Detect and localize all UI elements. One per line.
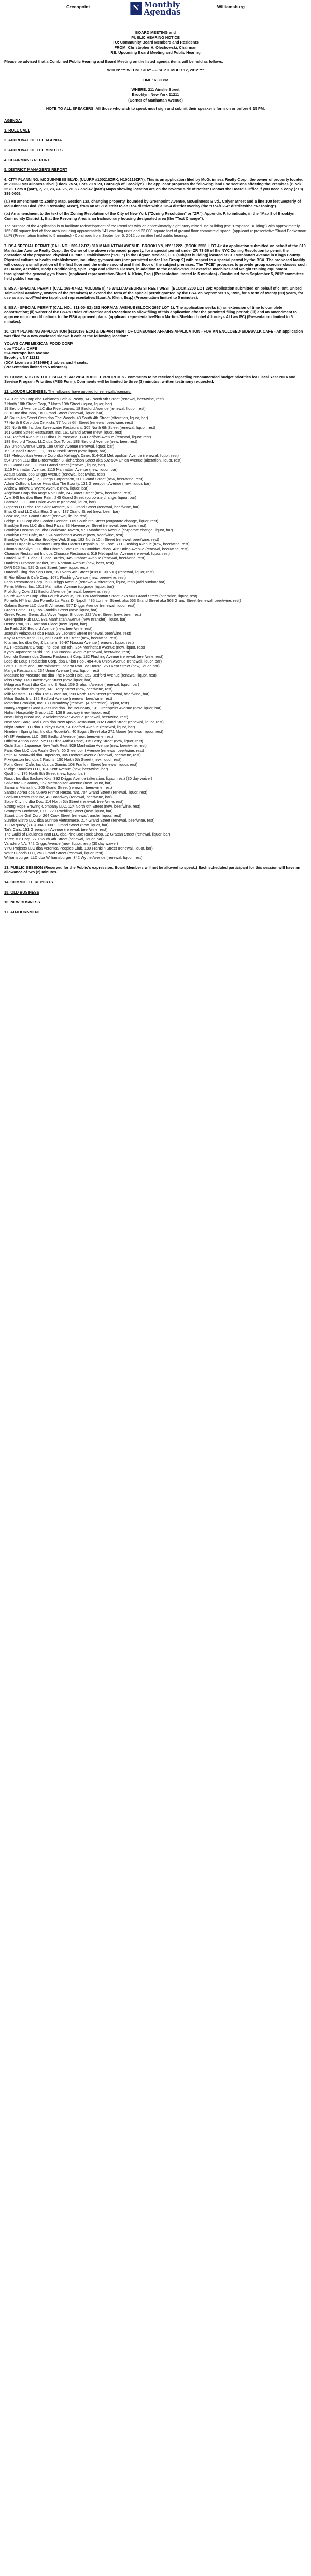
license-item: Kyoto Japanese Sushi, Inc, 161 Nassau Avenue (renewal, beer/wine, rest) xyxy=(4,650,131,655)
logo-mark-icon: N xyxy=(130,2,142,15)
license-item: Williamsburger LLC dba Williamsburger, 342 Wythe Avenue (renewal, liquor, rest) xyxy=(4,855,143,860)
license-item: 518 Metropolitan Avenue Corp dba Kellogg's Diner, 514-518 Metropolitan Avenue (renewal, liquor, rest) xyxy=(4,453,179,458)
license-item: Amelia Votes (4L) La Cinega Corporation, 200 Grand Street (new, beer/wine, rest) xyxy=(4,476,144,481)
license-item: Galana Suave LLC dba El Almacen, 557 Driggs Avenue (renewal, liquor, rest) xyxy=(4,602,136,608)
license-item: Nineteen Spring Inc, Inc dba Roberta's, 40 Bogart Street aka 271 Moore (renewal, liquor, rest) xyxy=(4,729,164,734)
document-page xyxy=(0,0,311,914)
license-item: DAR 525 Inc, 525 Grand Street (new, liquor, rest) xyxy=(4,565,88,570)
license-item: Pudge Knuckles LLC, 184 Kent Avenue (new, beer/wine, bar) xyxy=(4,766,108,771)
header-right-label: Williamsburg xyxy=(217,4,245,9)
speaker-note: NOTE TO ALL SPEAKERS: All those who wish to speak must sign and submit their speaker's form on or before 6:15 PM. xyxy=(46,106,265,111)
license-item: Frolicking Cow, 211 Bedford Avenue (renewal, beer/wine, rest) xyxy=(4,588,110,594)
license-item: Milagrosa Ricart dba Camino S Rust, 159 Graham Avenue (renewal, liquor, bar) xyxy=(4,682,139,687)
license-item: Barcade LLC, 388 Union Avenue (renewal, liquor, bar) xyxy=(4,500,96,505)
section-roll-call: 1. ROLL CALL xyxy=(4,128,30,133)
header-left-label: Greenpoint xyxy=(66,4,90,9)
license-item: Loop de Loup Production Corp, dba Union Pool, 484-486 Union Avenue (renewal, liquor, bar) xyxy=(4,659,162,664)
license-item: Jin Park, 210 Bedford Avenue (new, beer/wine, rest) xyxy=(4,626,93,631)
liquor-license-list xyxy=(4,397,307,860)
item6-paragraph-b: (b.) An amendment to the text of the Zoning Resolution of the City of New York ("Zoning Resolution" or "ZR"), Appendix F, to indicate, in the "Map 8 of Brooklyn Community District 1, that the Rezoning Area is an Inclusionary housing designated area (the "Text Change"). xyxy=(4,211,295,221)
item10-location xyxy=(4,341,307,369)
license-item: Rossi, Inc dba Sachaw Kiks, 392 Driggs Avenue (alteration, liquor, rest) (30 day waiver) xyxy=(4,775,152,781)
license-item: 105 North 6th Inc dba Sweetwater Restaurant, 105 North 6th Street (renewal, liquor, rest) xyxy=(4,425,156,430)
license-item: Santos Abreu dba Nuevo Primor Restaurant, 704 Grand Street (renewal, liquor, rest) xyxy=(4,789,148,795)
license-item: Andrew Tarlow, 2 Wythe Avenue (new, liquor, bar) xyxy=(4,485,89,491)
meeting-when: WHEN: *** WEDNESDAY ---- SEPTEMBER 12, 2012 *** xyxy=(107,68,204,73)
item13-paragraph: 13. PUBLIC SESSION (Reserved for the Public's expression. Board Members will not be allowed to speak.) Each scheduled participant for this session will have an allowance of two (2) minutes. xyxy=(4,865,300,875)
license-item: Kitamin, Inc dba Keg & Lantern, 95-97 Nassau Avenue (renewal, liquor, rest) xyxy=(4,640,134,645)
license-item: KCT Restaurant Group, Inc. dba Ten Ichi, 254 Manhattan Avenue (new, liquor, rest) xyxy=(4,644,145,650)
license-item: Night Rafter LLC dba Turkey's Nest, 94 Bedford Avenue (renewal, liquor, bar) xyxy=(4,724,135,729)
license-item: 46 South 4th Street Corp dba The Woods, 48 South 4th Street (alteration, liquor, bar) xyxy=(4,415,148,421)
license-item: Angelvan Corp dba Ange Noir Cafe, 247 Varet Street (new, beer/wine, rest) xyxy=(4,490,132,495)
item7-paragraph: 7. BSA SPECIAL PERMIT (CAL. NO.: 209-12-BZ) 810 MANHATTAN AVENUE, BROOKLYN, NY 11222. (BCOK 2558, LOT 4): An application submitted on behalf of the 810 Manhattan Avenue Realty Corp., the Owner of the above referenced property, for a special permit under ZR 73-36 of the NYC Zoning Resolution to permit the operation of the proposed Physical Culture Establishment ("PCE") in the Bignon Medical, LLC (subject building) located at 810 Manhattan Avenue in Kings County. Physical culture or health establishment, including gymnasiums (not permitted under Use Group 9) with respect to a special permit by the BSA. The proposed facility will occupy a small portion of the first floor and the entire second and third floor of the subject premises. The "PCE" proposes to provide group exercise classes such as Dance, Aerobics, Body Conditioning, Spin, Yoga and Pilates Classes, in addition to the cardiovascular exercise machines and weight training equipment throughout the general gym floors. (applicant representative/Stuart A. Klein, Esq.) (Presentation limited to 5 minutes) - Continued from September 5, 2012 committee held public hearing. xyxy=(4,243,307,281)
license-item: Bridge 109 Corp dba Gordon Bennett, 109 South 6th Street (corporate change, liquor, rest) xyxy=(4,519,159,524)
license-item: New Living Bread Inc, 2 Knickerbocker Avenue (renewal, beer/wine, rest) xyxy=(4,715,128,720)
license-item: Salvatore Finlantory, 152 Metropolitan Avenue (new, liquor, bar) xyxy=(4,780,112,785)
license-item: Sunrise Bistro LLC dba Sunrise Vietnamese, 214 Grand Street (renewal, beer/wine, rest) xyxy=(4,818,155,823)
license-item: Miss Pony, 149 Havemeyer Street (new, liquor, bar) xyxy=(4,678,92,683)
license-item: Walter Foods LLC, 253 Grand Street (renewal, liquor, rest) xyxy=(4,851,104,856)
section-adjournment: 17. ADJOURNMENT xyxy=(4,909,40,914)
notice-title: BOARD MEETING and xyxy=(135,30,176,35)
title-block xyxy=(4,30,307,55)
license-item: El Rio Bilbao & Café Corp, 1071 Flushing Avenue (new, beer/wine, rest) xyxy=(4,574,126,580)
license-item: 7 North 10th Street Corp, 7 North 10th Street (liquor, liquor, bar) xyxy=(4,401,112,407)
item9-paragraph: 9. BSA - SPECIAL PERMIT (CAL. NO.: 311-00-BZ) 282 NORMAN AVENUE (BLOCK 2667 LOT 1): The application seeks (i.) an extension of time to complete construction; (ii) waiver of the BSA's Rules of Practice and Procedure to allow filing of this application after the permitted filing period; (iii) and an amendment to approve minor modifications to the BSA approved plans. (applicant representative/Nora Martins/Sheldon Lobel Attorneys At Law PC) (Presentation limited to 5 minutes). xyxy=(4,305,297,324)
license-item: Strong Rope Brewing Company LLC, 124 North 6th Street (new, beer/wine, rest) xyxy=(4,804,140,809)
license-item: Measure for Measure Inc dba The Rabbit Hole, 352 Bedford Avenue (renewal, liquor, rest) xyxy=(4,673,157,678)
license-item: Booz Inc, 296 Grand Street (renewal, liquor, rest) xyxy=(4,514,88,519)
license-item: Greenpoint Pub LLC, 931 Manhattan Avenue (new (transfer), liquor, bar) xyxy=(4,616,127,622)
license-item: Brooklyn Dreams Inc. dba Boulevard Tavern, 579 Manhattan Avenue (corporate change, liquor, bar) xyxy=(4,528,173,533)
license-item: Darantifi Hing dba San Loco, 160 North 4th Street (#160C, #160C) (renewal, liquor, rest) xyxy=(4,570,154,575)
license-item: Bigness LLC dba The Saint Austere, 613 Grand Street (renewal, beer/wine, bar) xyxy=(4,505,140,510)
license-item: Mango Restaurant, 234 Union Avenue (new, liquor, rest) xyxy=(4,668,100,673)
section-old-business: 15. OLD BUSINESS xyxy=(4,889,39,895)
license-item: 198 Union Avenue Corp, 198 Union Avenue (renewal, liquor, bar) xyxy=(4,443,115,449)
item10-presentation: (Presentation limited to 5 minutes). xyxy=(4,365,68,370)
license-item: Oishi Sushi Japanese New York Rest, 929 Manhattan Avenue (new, beer/wine, rest) xyxy=(4,743,147,748)
license-item: The Guild of Liquidnes Inntt LLC dba Pine Box Rock Shop, 12 Grattan Street (renewal, liquor, bar) xyxy=(4,832,171,837)
license-item: Greek Frozen Gems dba Vivve Yogurt Shoppe, 222 Varet Street (new, beer, rest) xyxy=(4,612,142,617)
section-new-business: 16. NEW BUSINESS xyxy=(4,899,40,904)
notice-to: TO: Community Board Members and Residents xyxy=(112,40,199,45)
logo-line2: Agendas xyxy=(144,7,181,17)
license-item: Daniel's European Market, 152 Norman Avenue (new, beer, rest) xyxy=(4,560,114,566)
license-item: Quoll Inc, 176 North 9th Street (new, liquor, bar) xyxy=(4,771,86,776)
license-item: Spice City Inc dba Doc, 114 North 6th Street (renewal, beer/wine, rest) xyxy=(4,799,124,804)
license-item: Pixelgaston Inc. dba 2 Raichs, 150 North 5th Street (new, liquor, rest) xyxy=(4,757,122,762)
section-committee-reports: 14. COMMITTEE REPORTS xyxy=(4,880,53,885)
license-item: Point Green Café, Inc dba La Gamin, 108 Franklin Street (renewal, liquor, rest) xyxy=(4,761,138,767)
license-item: Kayuk Restaurant LLC, 221 South 1st Street (new, beer/wine, rest) xyxy=(4,635,118,640)
license-item: Cordell-Ruff LP dba El Loco Burrito, 345 Graham Avenue (renewal, beer/wine, rest) xyxy=(4,556,146,561)
meeting-details xyxy=(4,68,307,103)
logo-text xyxy=(144,1,180,16)
meeting-where-corner: (Corner of Manhattan Avenue) xyxy=(128,97,183,103)
license-item: Pelin N. Morawski dba Buperoos, 305 Bedford Avenue (renewal, beer/wine, rest) xyxy=(4,752,141,757)
license-item: T C M quasy (718) 384-1000 1 Grand Street (new, liquor, bar) xyxy=(4,823,109,828)
license-item: 174 Bedford Avenue LLC dba Churrascaria, 174 Bedford Avenue (renewal, liquor, rest) xyxy=(4,434,151,439)
license-item: Brooklyn Peel Café, Inc, 924 Manhattan Avenue (new, beer/wine, rest) xyxy=(4,533,123,538)
item10-detail: (DCA License # 1419694) 2 tables and 4 seats. xyxy=(4,360,88,365)
license-item: Chomp Brooklyn, LLC dba Chomp Cafe Pre La Comidas Pinos, 436 Union Avenue (renewal, beer/wine, rest) xyxy=(4,546,189,552)
license-item: Strangers Forthcare, LLC, 229 Roebling Street (new, liquor, bar) xyxy=(4,809,113,814)
license-item: Fornello NY Inc. dba Fornello La Pizza Di Napoli, 485 Lorimer Street, aka 563 Grand Street aka 563 Grand Street (renewal, beer/wine, rest) xyxy=(4,598,241,603)
logo xyxy=(130,1,180,16)
page-header xyxy=(4,0,307,28)
license-item: Chausse Restaurant Inc dba Chausse Restaurant, 519 Metropolitan Avenue (renewal, liquor, rest) xyxy=(4,551,170,556)
item12-title xyxy=(4,389,307,394)
license-item: Varadero NA, 742 Driggs Avenue (new, liquor, rest) (30 day waiver) xyxy=(4,841,118,846)
license-item: VPC Projects LLC dba Veronica Peoples Club, 180 Franklin Street (renewal, liquor, bar) xyxy=(4,846,153,851)
item10-dba: dba YOLA's CAFE xyxy=(4,346,37,351)
license-item: Samurai Mama Inc, 205 Grand Street (renewal, beer/wine, rest) xyxy=(4,785,112,790)
license-item: 1 & 3 on 5th Corp dba Fabianes Cafe & Pastry, 142 North 5th Street (renewal, beer/wine, rest) xyxy=(4,397,164,402)
license-item: Brooklyn Bees LLC dba Best Pizza, 33 Havemeyer Street (renewal, beer/wine, rest) xyxy=(4,523,146,528)
agenda-heading: AGENDA: xyxy=(4,118,22,123)
item10-paragraph: 10. CITY PLANNING APPLICATION (N120186 ECK) & DEPARTMENT OF CONSUMER AFFAIRS APPLICATION - FOR AN ENCLOSED SIDEWALK CAFE - An application was filed for a new enclosed sidewalk cafe at the following location: xyxy=(4,328,303,339)
license-item: Three MY Corp, 270 South 4th Street (renewal, liquor, bar) xyxy=(4,837,104,842)
meeting-where-city: Brooklyn, New York 11211 xyxy=(132,92,179,97)
license-item: Stuart Little Grill Corp, 264 Cook Street (renewal/transfer, liquor, rest) xyxy=(4,813,121,818)
license-item: Leonida Gomez dba Gomez Restaurant Corp, 182 Flushing Avenue (renewal, beer/wine, rest) xyxy=(4,654,164,659)
license-item: 603 Grand Bar LLC, 603 Grand Street (renewal, liquor, bar) xyxy=(4,462,105,467)
license-item: Acqua Santa, 556 Driggs Avenue (renewal, beer/wine, rest) xyxy=(4,471,105,477)
item6-paragraph-a: (a.) An amendment to Zoning Map, Section 13a, changing property, bounded by Greenpoint Avenue, McGuinness Blvd., Calyer Street and a line 100 feet westerly of McGuinness Blvd. (the "Rezoning Area"), from an M1-1 district to an R7A district with a C2-4 district overlay (the "R7A/C2-4" districts/the "Rezoning"). xyxy=(4,199,301,209)
meeting-time: TIME: 6:30 PM xyxy=(142,77,169,82)
license-item: Officina Antica Pane, NY LLC dba Antica Pane, 115 Berry Street (new, liquor, rest) xyxy=(4,738,143,743)
license-item: 161 Grand Street Restaurant, Inc, 161 Grand Street (new, liquor, rest) xyxy=(4,429,122,435)
item10-name: YOLA'S CAFE MEXICAN FOOD CORP. xyxy=(4,341,74,347)
notice-re: RE: Upcoming Board Meeting and Public Hearing xyxy=(110,50,201,55)
notice-from: FROM: Christopher H. Olechowski, Chairman xyxy=(114,45,197,50)
license-item: Milk Masters LLC dba The Gutter Bar, 200 North 14th Street (renewal, beer/wine, bar) xyxy=(4,692,150,697)
item12-desc: The following have applied for renewals/licenses: xyxy=(48,389,132,394)
section-approval-minutes: 3. APPROVAL OF THE MINUTES xyxy=(4,148,63,153)
intro-text: Please be advised that a Combined Public Hearing and Board Meeting on the listed agenda items will be held as follows: xyxy=(4,59,223,64)
license-item: Lotus Culture and Entertainment, Inc dba Ran Tea House, 269 Kent Street (new, liquor, bar) xyxy=(4,664,160,669)
license-item: 19 Bedford Avenue LLC dba Five Leaves, 18 Bedford Avenue (renewal, liquor, rest) xyxy=(4,406,146,411)
license-item: 199 Russell Street LLC, 199 Russell Street (new, liquor, bar) xyxy=(4,448,107,453)
license-item: Henry Trou, 112 Harrison Place (new, liquor, bar) xyxy=(4,621,87,626)
item12-title-text: 12. LIQUOR LICENSES: xyxy=(4,389,47,394)
license-item: Nolian Hospitality Group LLC, 139 Broadway (new, liquor, rest) xyxy=(4,710,110,715)
item10-address: 524 Metropolitan Avenue xyxy=(4,351,49,356)
item6-paragraph-purpose: The purpose of the Application is to facilitate redevelopment of the Premises with an approximately eight-story mixed use building (the "Proposed Building") with approximately 165,000 square feet of floor area including approximately 141 dwelling units and 23,000 square feet of ground floor commercial space. (applicant representative/Stuart Beckerman LLP) (Presentation limited to 5 minutes) - Continued from September 5, 2012 committee held public hearing. xyxy=(4,224,306,238)
license-item: Cactus Organic Restaurant Corp dba Cactus Organic & Intl Food, 711 Flushing Avenue (new, beer/wine, rest) xyxy=(4,542,190,547)
notice-subtitle: PUBLIC HEARING NOTICE xyxy=(131,35,180,40)
license-item: Fada Restaurant Corp., 530 Driggs Avenue (renewal & alteration, liquor, rest) (add outdoor bar) xyxy=(4,579,166,584)
section-chairman-report: 4. CHAIRMAN'S REPORT xyxy=(4,157,50,163)
license-item: Sheikon Restaurant Inc, 42 Broadway (renewal, beer/wine, bar) xyxy=(4,794,112,799)
license-item: Adam Collison, Lance Hess dba The Bounty, 131 Greenpoint Avenue (new, liquor, bar) xyxy=(4,481,151,486)
item8-paragraph: 8. BSA - SPECIAL PERMIT (CAL. 165-07-BZ, VOLUME II) 45 WILLIAMSBURG STREET WEST (BLOCK 2200 LOT 29): Application submitted on behalf of client, United Talmudical Academy, owners of the premises) to extend the term of the special permit granted by the BSA on September 15, 1992, for a term of twenty (20) years, for use as a school/Yeshiva (applicant representative/Stuart A. Klein, Esq.) (Presentation limited to 5 minutes). xyxy=(4,285,304,300)
license-item: 594 Union LLC dba Birdenwelter, 3 Richardson Street aka 592-594 Union Avenue (alteration, liquor, rest) xyxy=(4,457,182,463)
license-item: 77 North 6 Corp dba Zenkichi, 77 North 6th Street (renewal, beer/wine, rest) xyxy=(4,420,133,425)
license-item: New Mon Sang Real Corp dba New Apolo Restaurant, 302 Grand Street (renewal, liquor, rest) xyxy=(4,719,164,725)
license-item: 189 Bedford Tacos, LLC dba Dos Toros, 189f Bedford Avenue (new, beer, rest) xyxy=(4,439,137,444)
license-item: Mitsu Sushi, Inc, 182 Bedford Avenue (renewal, beer/wine, rest) xyxy=(4,696,112,701)
license-item: NYSF Ventures LLC, 285 Bedford Avenue (new, beer/wine, rest) xyxy=(4,733,114,739)
license-item: Paris Gee LLC dba Paulie Gee's, 60 Greenpoint Avenue (renewal, beer/wine, rest) xyxy=(4,747,144,753)
license-item: Joaquin Velazquez dba Haab, 29 Leonard Street (renewal, beer/wine, rest) xyxy=(4,630,131,636)
item11-paragraph: 11. COMMENTS ON THE FISCAL YEAR 2014 BUDGET PRIORITIES - comments to be received regarding recommended budget priorities for Fiscal Year 2014 and Service Program Priorities (PEG Form). Comments will be limited to three (3) minutes; written testimony requested. xyxy=(4,375,296,384)
item6-paragraph: 6. CITY PLANNING: MCGUINNESS BLVD. (ULURP #100218ZRK, N100219ZRY). This is an application filed by McGuinness Realty Corp., the owner of property located at 2003-9 McGuinness Blvd. (Block 2574, Lots 20 & 23, Borough of Brooklyn). The applicant proposes the following land use sections affecting the Premises (Block 2576, Lots 8 (part), 7, 20, 23, 24, 25, 26, 27 and 42 (part)) Maps showing location are on the reverse side of notice: Contact the Board's Office if you need a copy (718) 389-0009. xyxy=(4,177,304,196)
meeting-where: WHERE: 211 Ainslie Street xyxy=(131,87,180,92)
logo-line1: Monthly xyxy=(144,0,180,9)
license-item: Fourth Avenue Corp. dba Fourth Avenue, 120-126 Manhattan Street, aka 563 Grand Street (alteration, liquor, rest) xyxy=(4,593,197,598)
license-item: Ferris Mittres, Inc, 1011 Manhattan Avenue (upgrade, liquor, bar) xyxy=(4,584,114,589)
license-item: Bliss Grand LLC dba Bliss Grand, 187 Grand Street (new, beer, bar) xyxy=(4,509,120,514)
license-item: Brooklyn Wok Inc dba Brooklyn Wok Shop, 182 North 10th Street (renewal, beer/wine, rest) xyxy=(4,537,159,542)
section-approval-agenda: 2. APPROVAL OF THE AGENDA xyxy=(4,138,62,143)
license-item: 1115 Manhattan Avenue, 1115 Manhattan Avenue (new, liquor, bar) xyxy=(4,467,118,472)
license-item: Mirage Williamsburg Inc, 143 Berry Street (new, beer/wine, rest) xyxy=(4,687,113,692)
license-item: Nancy Regan's Good Glass Inc dba The Boundary, 131 Greenpoint Avenue (new, liquor, bar) xyxy=(4,706,162,711)
license-item: Green Bottle LLC, 155 Franklin Street (new, liquor, bar) xyxy=(4,607,98,612)
license-item: Tai's Cars, 151 Greenpoint Avenue (renewal, beer/wine, rest) xyxy=(4,827,108,832)
license-item: 33 10 Inc dba Iona, 180 Grand Street (renewal, liquor, bar) xyxy=(4,411,104,416)
item10-city: Brooklyn, NY 11211 xyxy=(4,355,40,361)
section-district-manager-report: 5. DISTRICT MANAGER'S REPORT xyxy=(4,167,68,172)
license-item: Avle 345 Inc dba Bluer Palm, 245 Grand Street (corporate change, liquor, bar) xyxy=(4,495,136,500)
license-item: Motorino Brooklyn, Inc, 139 Broadway (renewal (& alteration), liquor, rest) xyxy=(4,701,129,706)
